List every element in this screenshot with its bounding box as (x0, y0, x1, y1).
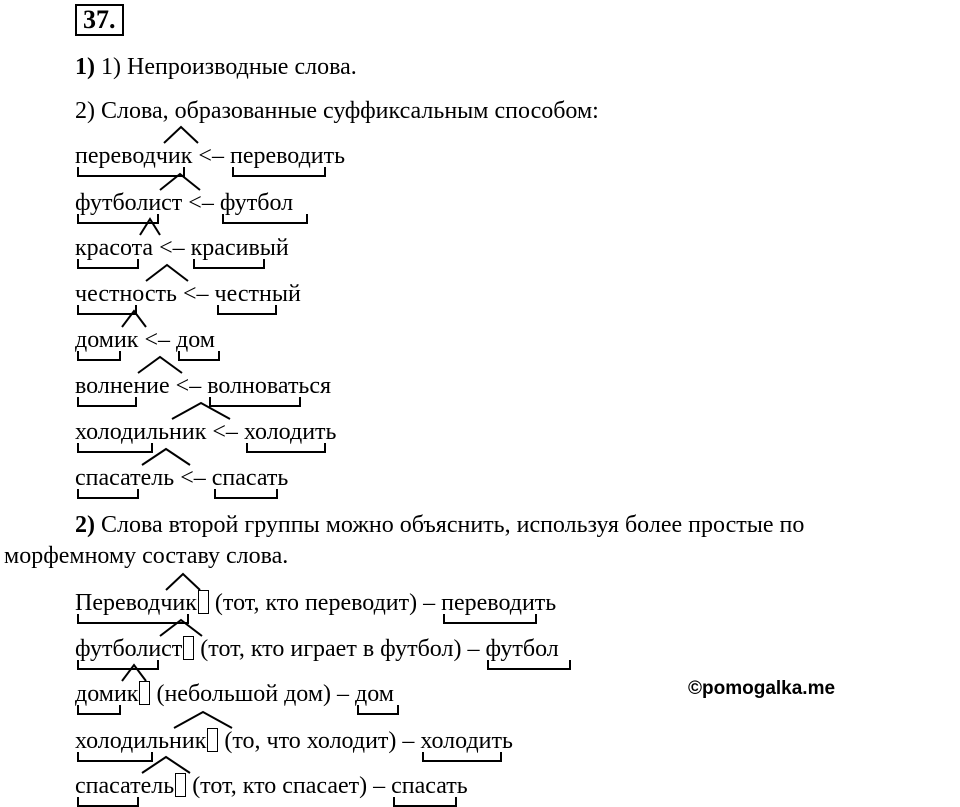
explanation-meaning: (тот, кто играет в футбол) – (200, 636, 480, 662)
root-mark (357, 705, 399, 715)
base-word: волноваться (207, 371, 331, 401)
suffix-mark (121, 663, 147, 681)
derived-word: футболист (75, 188, 182, 218)
section2-text-line2: морфемному составу слова. (4, 543, 289, 569)
suffix-mark (173, 710, 233, 728)
suffix-mark (159, 172, 201, 190)
pair-row (75, 463, 288, 493)
derived-word: переводчик (75, 141, 192, 171)
explanation-meaning: (тот, кто спасает) – (192, 773, 386, 799)
suffix-mark (137, 355, 183, 373)
derived-word: холодильник (75, 417, 206, 447)
suffix-mark (141, 447, 191, 465)
suffix-mark (145, 263, 189, 281)
base-word: дом (355, 679, 394, 709)
pair-row (75, 325, 215, 355)
pair-row (75, 233, 289, 263)
arrow: <– (180, 465, 206, 491)
explained-word: домик (75, 679, 138, 709)
root-mark (443, 614, 537, 624)
explanation-row (75, 634, 559, 664)
zero-ending-box (183, 636, 194, 660)
explanation-row (75, 726, 513, 756)
base-word: дом (176, 325, 215, 355)
root-mark (77, 489, 139, 499)
derived-word: домик (75, 325, 138, 355)
arrow: <– (188, 190, 214, 216)
base-word: переводить (230, 141, 345, 171)
suffix-mark (165, 572, 201, 590)
arrow: <– (159, 235, 185, 261)
pair-row (75, 188, 293, 218)
root-mark (393, 797, 457, 807)
root-mark (232, 167, 326, 177)
derived-word: красота (75, 233, 153, 263)
root-mark (77, 797, 139, 807)
zero-ending-box (139, 681, 150, 705)
root-mark (214, 489, 278, 499)
zero-ending-box (198, 590, 209, 614)
base-word: честный (215, 279, 301, 309)
explained-word: Переводчик (75, 588, 197, 618)
section1-item1: 1) Непроизводные слова. (101, 54, 357, 80)
suffix-mark (141, 755, 191, 773)
explanation-meaning: (небольшой дом) – (156, 681, 350, 707)
derived-word: волнение (75, 371, 170, 401)
explanation-row (75, 588, 556, 618)
root-mark (246, 443, 326, 453)
section2-text: Слова второй группы можно объяснить, используя более простые по (101, 512, 805, 538)
root-mark (487, 660, 571, 670)
arrow: <– (198, 143, 224, 169)
root-mark (77, 705, 121, 715)
base-word: спасать (391, 771, 468, 801)
zero-ending-box (207, 728, 218, 752)
suffix-mark (121, 309, 147, 327)
root-mark (178, 351, 220, 361)
base-word: футбол (485, 634, 558, 664)
root-mark (217, 305, 277, 315)
arrow: <– (175, 373, 202, 399)
exercise-number: 37. (75, 4, 124, 36)
pair-row (75, 141, 345, 171)
section2-label: 2) (75, 512, 95, 538)
suffix-mark (159, 618, 203, 636)
derived-word: спасатель (75, 463, 174, 493)
explained-word: холодильник (75, 726, 206, 756)
explanation-row (75, 679, 394, 709)
pair-row (75, 417, 336, 447)
base-word: спасать (212, 463, 289, 493)
base-word: холодить (420, 726, 513, 756)
base-word: холодить (244, 417, 337, 447)
root-mark (77, 351, 121, 361)
explanation-meaning: (тот, кто переводит) – (214, 590, 436, 616)
suffix-mark (139, 217, 161, 235)
arrow: <– (144, 327, 170, 353)
pair-row (75, 371, 331, 401)
arrow: <– (183, 281, 209, 307)
derived-word: честность (75, 279, 177, 309)
pair-row (75, 279, 301, 309)
explanation-row (75, 771, 468, 801)
section2-text-line1 (75, 510, 804, 540)
arrow: <– (212, 419, 238, 445)
root-mark (422, 752, 502, 762)
section1-item2: 2) Слова, образованные суффиксальным способом: (75, 98, 599, 124)
zero-ending-box (175, 773, 186, 797)
suffix-mark (163, 125, 199, 143)
explanation-meaning: (то, что холодит) – (224, 728, 415, 754)
section1-label: 1) (75, 54, 95, 80)
root-mark (77, 397, 137, 407)
root-mark (193, 259, 265, 269)
base-word: футбол (220, 188, 293, 218)
root-mark (222, 214, 308, 224)
explained-word: спасатель (75, 771, 174, 801)
explained-word: футболист (75, 634, 182, 664)
base-word: переводить (441, 588, 556, 618)
watermark: ©pomogalka.me (688, 678, 836, 699)
base-word: красивый (191, 233, 289, 263)
suffix-mark (171, 401, 231, 419)
root-mark (77, 259, 139, 269)
section1-item1-line (75, 52, 357, 82)
